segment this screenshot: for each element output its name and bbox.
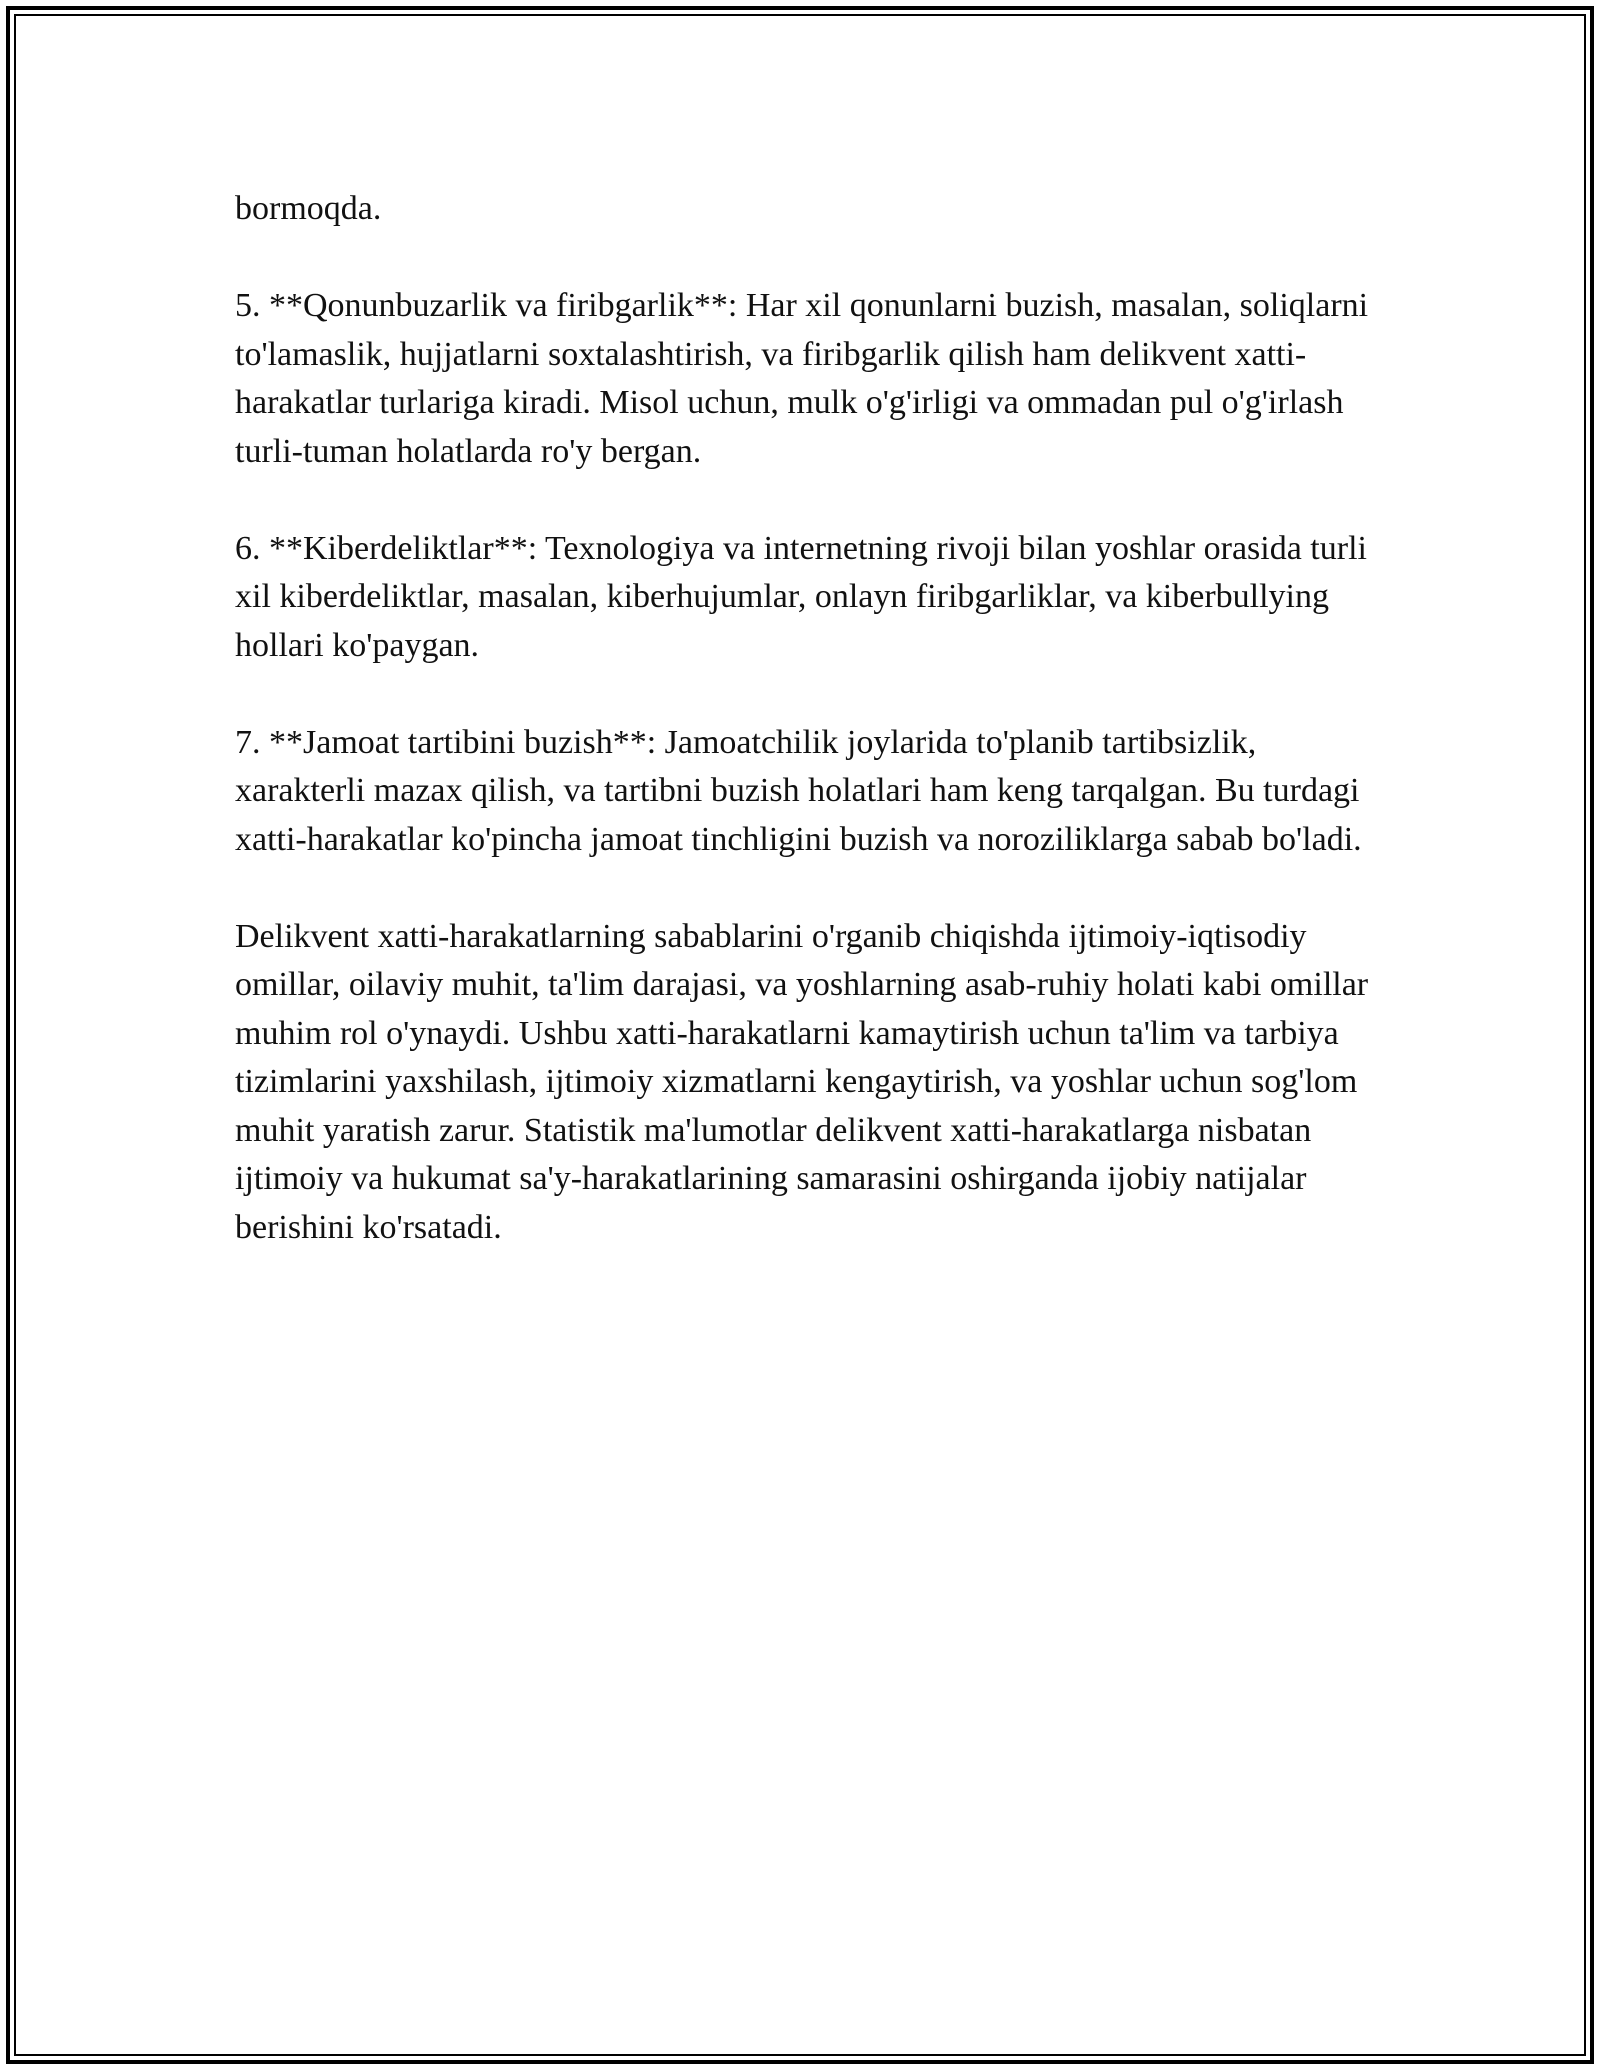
paragraph-item-7: 7. **Jamoat tartibini buzish**: Jamoatchilik joylarida to'planib tartibsizlik, xarakterli mazax qilish, va tartibni buzish holatlari ham keng tarqalgan. Bu turdagi xatti-harakatlar ko'pincha jamoat tinchligini buzish va noroziliklarga sabab bo'ladi.	[235, 723, 1362, 858]
paragraph-item-6: 6. **Kiberdeliktlar**: Texnologiya va internetning rivoji bilan yoshlar orasida turli xil kiberdeliktlar, masalan, kiberhujumlar, onlayn firibgarliklar, va kiberbullying hollari ko'paygan.	[235, 529, 1367, 664]
document-body	[235, 185, 1385, 1252]
paragraph-item-5: 5. **Qonunbuzarlik va firibgarlik**: Har xil qonunlarni buzish, masalan, soliqlarni to'lamaslik, hujjatlarni soxtalashtirish, va firibgarlik qilish ham delikvent xatti-harakatlar turlariga kiradi. Misol uchun, mulk o'g'irligi va ommadan pul o'g'irlash turli-tuman holatlarda ro'y bergan.	[235, 287, 1369, 470]
paragraph-continuation: bormoqda.	[235, 190, 382, 227]
paragraph-conclusion: Delikvent xatti-harakatlarning sabablarini o'rganib chiqishda ijtimoiy-iqtisodiy omillar, oilaviy muhit, ta'lim darajasi, va yoshlarning asab-ruhiy holati kabi omillar muhim rol o'ynaydi. Ushbu xatti-harakatlarni kamaytirish uchun ta'lim va tarbiya tizimlarini yaxshilash, ijtimoiy xizmatlarni kengaytirish, va yoshlar uchun sog'lom muhit yaratish zarur. Statistik ma'lumotlar delikvent xatti-harakatlarga nisbatan ijtimoiy va hukumat sa'y-harakatlarining samarasini oshirganda ijobiy natijalar berishini ko'rsatadi.	[235, 917, 1369, 1246]
